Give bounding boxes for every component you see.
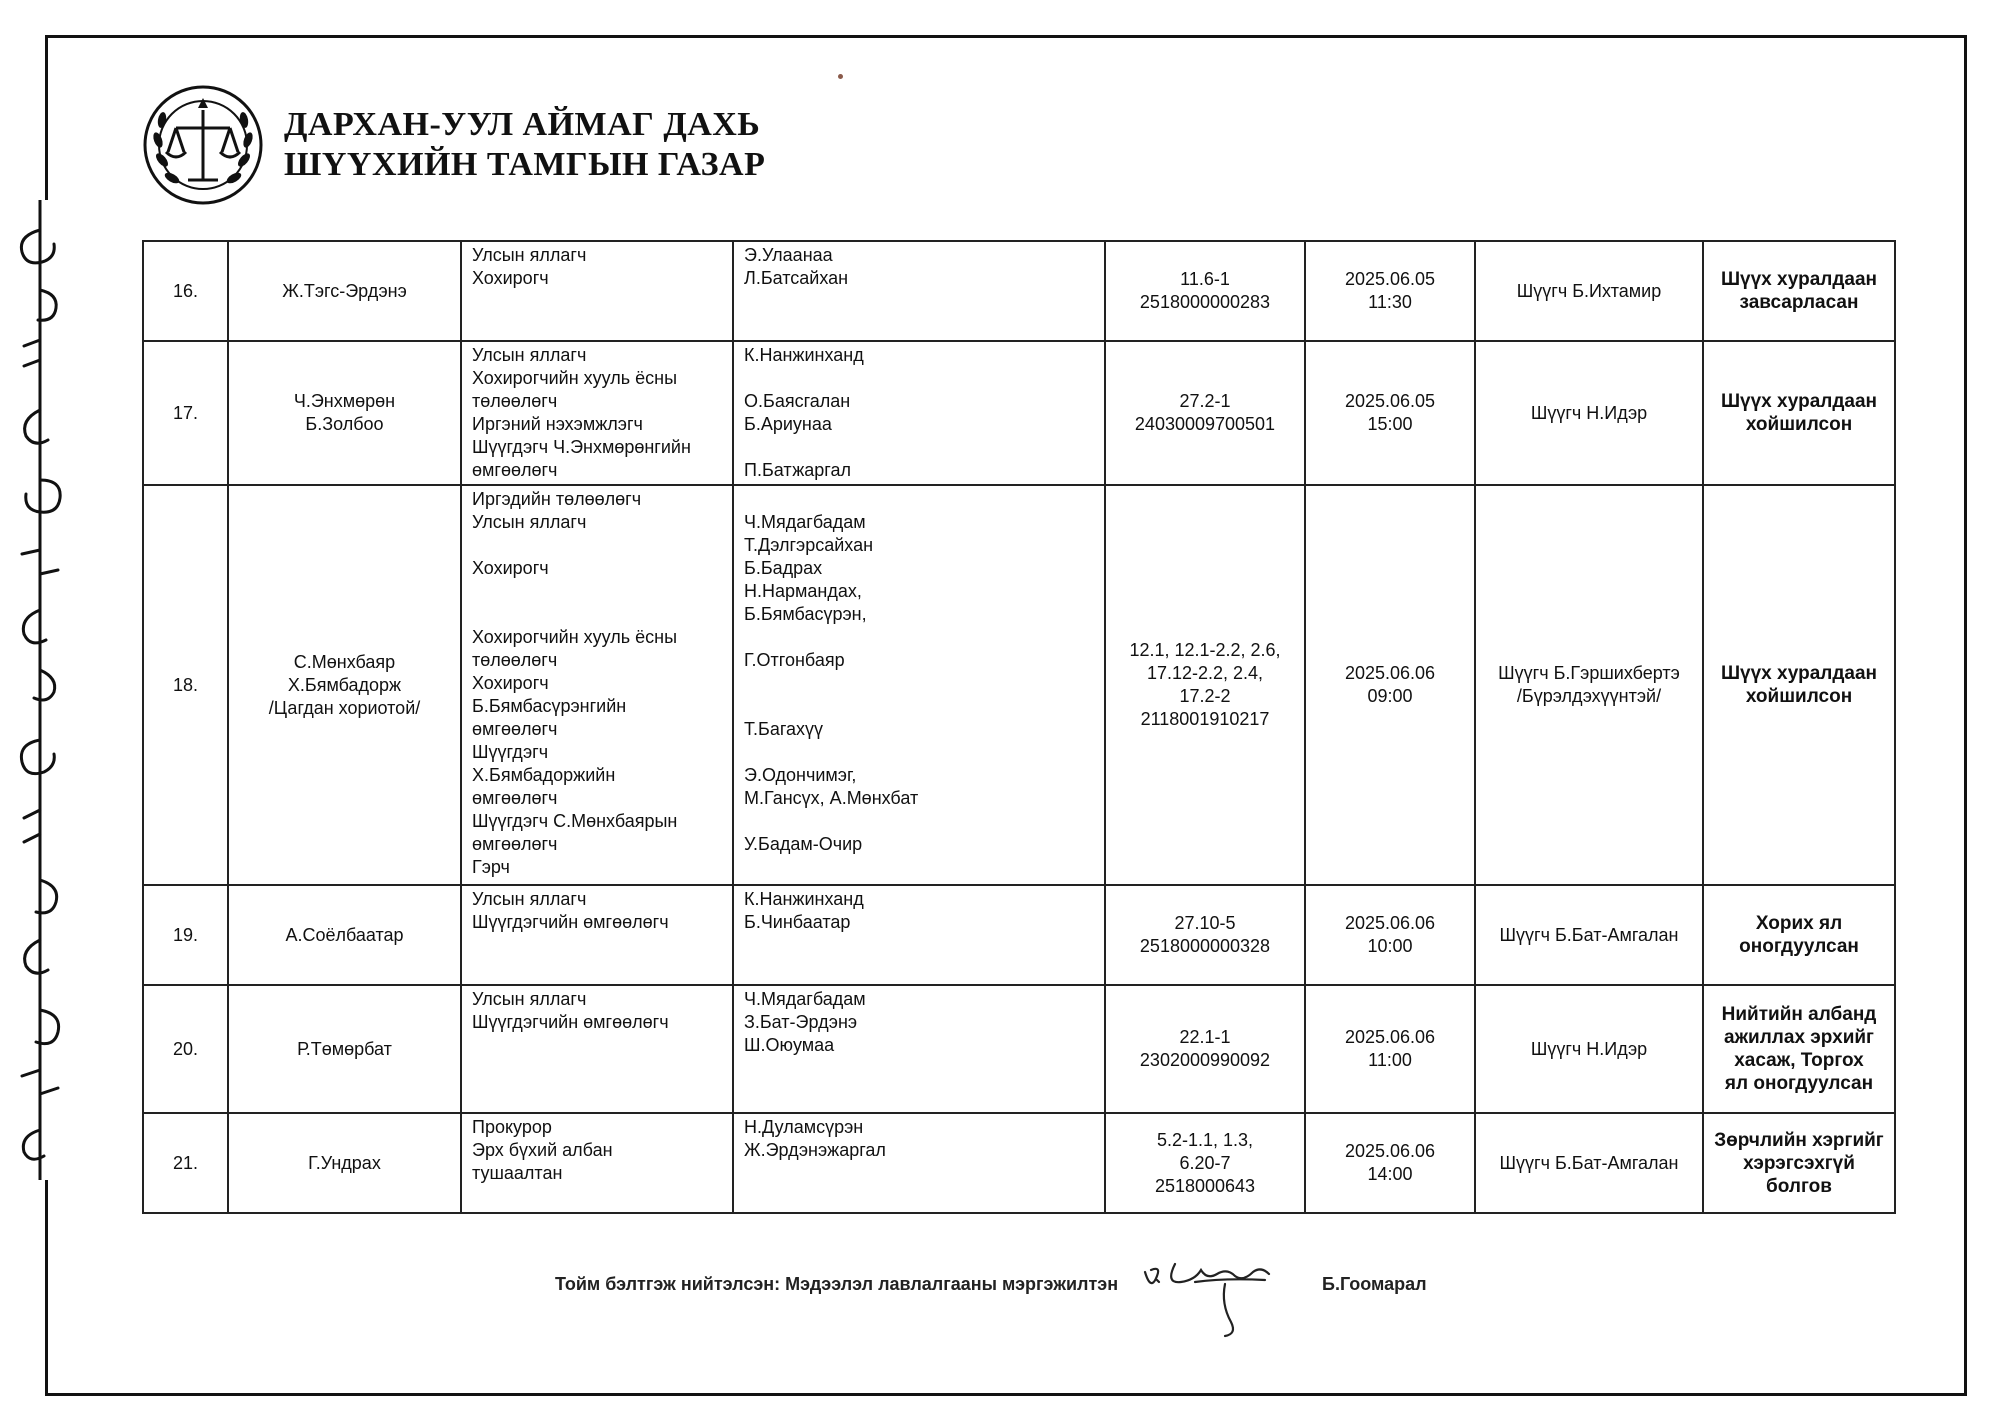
participant-names-line: [744, 695, 1094, 718]
participant-names: [733, 885, 1105, 985]
participant-roles-line: Шүүгдэгч С.Мөнхбаярын: [472, 811, 678, 831]
defendant-name: [228, 985, 461, 1113]
case-article-number: [1105, 485, 1305, 885]
participant-roles-line: Иргэдийн төлөөлөгч: [472, 489, 642, 509]
case-article-number-line: 17.12-2.2, 2.4,: [1146, 663, 1264, 683]
row-number-text: 18.: [172, 674, 199, 695]
participant-names-line: Т.Дэлгэрсайхан: [744, 535, 874, 555]
defendant-name-line: Ж.Тэгс-Эрдэнэ: [282, 280, 407, 301]
defendant-name: [228, 1113, 461, 1213]
hearing-result-line: Хорих ял: [1755, 913, 1843, 934]
participant-roles: [461, 241, 733, 341]
participant-roles-line: Улсын яллагч: [472, 512, 587, 532]
hearing-datetime-line: 2025.06.06: [1344, 1027, 1436, 1047]
presiding-judge-line: /Бүрэлдэхүүнтэй/: [1516, 686, 1662, 706]
case-article-number-line: 2302000990092: [1139, 1050, 1271, 1070]
hearing-datetime-line: 2025.06.05: [1344, 269, 1436, 289]
participant-roles-line: Шүүгдэгч Ч.Энхмөрөнгийн: [472, 437, 691, 457]
case-article-number-line: 2118001910217: [1140, 709, 1270, 729]
hearing-result-line: завсарласан: [1739, 292, 1859, 313]
participant-names: [733, 1113, 1105, 1213]
hearing-datetime-line: 15:00: [1367, 414, 1413, 434]
participant-roles-line: өмгөөлөгч: [472, 834, 558, 854]
participant-roles-line: Хохирогч: [472, 673, 549, 693]
participant-roles-line: тушаалтан: [472, 1163, 563, 1183]
mongolian-script-graphic: [0, 200, 80, 1180]
case-article-number-line: 17.2-2: [1179, 686, 1231, 706]
case-article-number-line: 24030009700501: [1134, 414, 1276, 434]
participant-roles: [461, 485, 733, 885]
table-row: [143, 485, 1895, 885]
row-number-text: 20.: [172, 1038, 199, 1059]
row-number: [143, 1113, 228, 1213]
defendant-name-line: Б.Золбоо: [305, 414, 384, 434]
handwritten-signature-icon: [1135, 1254, 1315, 1344]
hearing-result: [1703, 485, 1895, 885]
court-hearing-schedule-table: [142, 240, 1896, 1214]
table-row: [143, 341, 1895, 485]
participant-roles: [461, 985, 733, 1113]
participant-names-line: [744, 741, 1094, 764]
participant-roles-line: [472, 534, 722, 557]
row-number: [143, 985, 228, 1113]
org-name-line1: ДАРХАН-УУЛ АЙМАГ ДАХЬ: [284, 106, 761, 143]
hearing-datetime-line: 11:30: [1368, 292, 1412, 312]
scan-speck: [838, 74, 843, 79]
preparer-name: Б.Гоомарал: [1322, 1274, 1427, 1294]
hearing-result-line: Шүүх хуралдаан: [1720, 391, 1878, 412]
participant-names-line: Ч.Мядагбадам: [744, 512, 866, 532]
case-article-number-line: 27.10-5: [1174, 913, 1236, 933]
participant-names-line: У.Бадам-Очир: [744, 834, 863, 854]
defendant-name: [228, 485, 461, 885]
row-number: [143, 485, 228, 885]
row-number-text: 17.: [172, 402, 199, 423]
court-scales-emblem-icon: [138, 80, 268, 210]
defendant-name-line: Ч.Энхмөрөн: [293, 391, 396, 411]
hearing-result: [1703, 241, 1895, 341]
participant-roles-line: өмгөөлөгч: [472, 788, 558, 808]
hearing-result-line: хойшилсон: [1745, 686, 1853, 707]
prepared-by-label: Тойм бэлтгэж нийтэлсэн: Мэдээлэл лавлалгааны мэргэжилтэн: [555, 1274, 1119, 1294]
table-row: [143, 1113, 1895, 1213]
row-number-text: 19.: [172, 924, 199, 945]
participant-names-line: Ч.Мядагбадам: [744, 989, 866, 1009]
presiding-judge-line: Шүүгч Б.Гэршихбертэ: [1498, 663, 1680, 683]
participant-names-line: Н.Дуламсүрэн: [744, 1117, 864, 1137]
participant-roles-line: Шүүгдэгчийн өмгөөлөгч: [472, 912, 669, 932]
defendant-name-line: А.Соёлбаатар: [285, 924, 404, 945]
presiding-judge-line: Шүүгч Н.Идэр: [1530, 1038, 1648, 1059]
hearing-datetime-line: 2025.06.05: [1344, 391, 1436, 411]
hearing-result-line: Шүүх хуралдаан: [1720, 269, 1878, 290]
participant-roles-line: Эрх бүхий албан: [472, 1140, 613, 1160]
participant-names: [733, 485, 1105, 885]
case-article-number-line: 2518000000283: [1139, 292, 1271, 312]
participant-names-line: Б.Ариунаа: [744, 414, 832, 434]
presiding-judge: [1475, 985, 1703, 1113]
table-row: [143, 241, 1895, 341]
case-article-number: [1105, 885, 1305, 985]
defendant-name: [228, 241, 461, 341]
hearing-result-line: Нийтийн албанд: [1721, 1004, 1877, 1025]
hearing-datetime-line: 2025.06.06: [1344, 1141, 1436, 1161]
defendant-name-line: Г.Ундрах: [308, 1152, 381, 1173]
participant-names-line: Б.Бямбасүрэн,: [744, 604, 867, 624]
hearing-result: [1703, 985, 1895, 1113]
participant-names-line: Б.Чинбаатар: [744, 912, 851, 932]
participant-roles: [461, 1113, 733, 1213]
case-article-number-line: 6.20-7: [1179, 1152, 1231, 1173]
defendant-name-line: Р.Төмөрбат: [297, 1038, 392, 1059]
hearing-datetime: [1305, 341, 1475, 485]
hearing-datetime-line: 14:00: [1367, 1164, 1413, 1184]
organization-name: [284, 105, 765, 185]
participant-roles-line: төлөөлөгч: [472, 391, 558, 411]
presiding-judge: [1475, 1113, 1703, 1213]
defendant-name: [228, 885, 461, 985]
participant-names-line: Ж.Эрдэнэжаргал: [744, 1140, 886, 1160]
participant-roles-line: өмгөөлөгч: [472, 719, 558, 739]
hearing-result: [1703, 1113, 1895, 1213]
participant-names-line: Т.Багахүү: [744, 719, 824, 739]
hearing-result-line: ажиллах эрхийг: [1724, 1027, 1874, 1048]
participant-names-line: М.Гансүх, А.Мөнхбат: [744, 788, 919, 808]
participant-names-line: Э.Улаанаа: [744, 245, 833, 265]
participant-names-line: О.Баясгалан: [744, 391, 851, 411]
participant-names-line: К.Нанжинханд: [744, 889, 864, 909]
participant-roles: [461, 341, 733, 485]
participant-roles-line: Х.Бямбадоржийн: [472, 765, 616, 785]
presiding-judge-line: Шүүгч Б.Бат-Амгалан: [1499, 1152, 1679, 1173]
participant-names-line: [744, 367, 1094, 390]
participant-names-line: Н.Нармандах,: [744, 581, 862, 601]
participant-roles-line: Улсын яллагч: [472, 245, 587, 265]
hearing-result: [1703, 885, 1895, 985]
hearing-datetime-line: 10:00: [1367, 936, 1413, 956]
participant-roles-line: Иргэний нэхэмжлэгч: [472, 414, 643, 434]
defendant-name-line: /Цагдан хориотой/: [268, 697, 421, 718]
participant-names-line: [744, 488, 1094, 511]
hearing-datetime: [1305, 1113, 1475, 1213]
participant-roles-line: [472, 580, 722, 603]
participant-roles-line: Улсын яллагч: [472, 345, 587, 365]
hearing-datetime: [1305, 985, 1475, 1113]
participant-names-line: Э.Одончимэг,: [744, 765, 857, 785]
presiding-judge: [1475, 485, 1703, 885]
case-article-number-line: 2518000643: [1154, 1175, 1256, 1196]
case-article-number-line: 5.2-1.1, 1.3,: [1156, 1129, 1254, 1150]
participant-names-line: [744, 810, 1094, 833]
hearing-datetime: [1305, 485, 1475, 885]
row-number-text: 21.: [172, 1152, 199, 1173]
participant-names-line: Б.Бадрах: [744, 558, 823, 578]
row-number: [143, 241, 228, 341]
participant-roles-line: Б.Бямбасүрэнгийн: [472, 696, 627, 716]
participant-roles-line: Шүүгдэгч: [472, 742, 549, 762]
hearing-result-line: Зөрчлийн хэргийг: [1714, 1129, 1884, 1151]
hearing-datetime-line: 2025.06.06: [1344, 663, 1436, 683]
case-article-number: [1105, 241, 1305, 341]
defendant-name-line: Х.Бямбадорж: [287, 674, 402, 695]
participant-names: [733, 341, 1105, 485]
org-name-line2: ШҮҮХИЙН ТАМГЫН ГАЗАР: [284, 146, 766, 183]
presiding-judge: [1475, 885, 1703, 985]
hearing-result-line: болгов: [1766, 1175, 1832, 1197]
participant-names-line: К.Нанжинханд: [744, 345, 864, 365]
hearing-result-line: хойшилсон: [1745, 414, 1853, 435]
participant-roles-line: өмгөөлөгч: [472, 460, 558, 480]
case-article-number-line: 2518000000328: [1139, 936, 1271, 956]
participant-roles-line: төлөөлөгч: [472, 650, 558, 670]
defendant-name-line: С.Мөнхбаяр: [293, 651, 396, 672]
case-article-number-line: 22.1-1: [1179, 1027, 1231, 1047]
table-row: [143, 985, 1895, 1113]
table-row: [143, 885, 1895, 985]
hearing-datetime: [1305, 885, 1475, 985]
participant-names-line: З.Бат-Эрдэнэ: [744, 1012, 858, 1032]
defendant-name: [228, 341, 461, 485]
hearing-result-line: хасаж, Торгох: [1734, 1050, 1864, 1071]
participant-roles: [461, 885, 733, 985]
row-number: [143, 341, 228, 485]
participant-roles-line: Хохирогчийн хууль ёсны: [472, 627, 678, 647]
participant-names-line: [744, 672, 1094, 695]
participant-roles-line: Хохирогч: [472, 268, 549, 288]
presiding-judge: [1475, 341, 1703, 485]
hearing-result-line: Шүүх хуралдаан: [1720, 663, 1878, 684]
participant-names-line: [744, 626, 1094, 649]
presiding-judge-line: Шүүгч Н.Идэр: [1530, 402, 1648, 423]
hearing-datetime-line: 2025.06.06: [1344, 913, 1436, 933]
mongolian-vertical-script: [0, 200, 80, 1180]
hearing-datetime: [1305, 241, 1475, 341]
case-article-number: [1105, 1113, 1305, 1213]
participant-roles-line: Прокурор: [472, 1117, 552, 1137]
hearing-result-line: оногдуулсан: [1739, 936, 1859, 957]
participant-roles-line: Шүүгдэгчийн өмгөөлөгч: [472, 1012, 669, 1032]
presiding-judge: [1475, 241, 1703, 341]
participant-names-line: Ш.Оюумаа: [744, 1035, 835, 1055]
case-article-number-line: 12.1, 12.1-2.2, 2.6,: [1129, 640, 1281, 660]
participant-names-line: Г.Отгонбаяр: [744, 650, 845, 670]
case-article-number-line: 27.2-1: [1179, 391, 1231, 411]
participant-roles-line: Хохирогч: [472, 558, 549, 578]
hearing-result: [1703, 341, 1895, 485]
hearing-result-line: ял оногдуулсан: [1724, 1073, 1874, 1094]
participant-names-line: П.Батжаргал: [744, 460, 851, 480]
participant-roles-line: Улсын яллагч: [472, 889, 587, 909]
hearing-datetime-line: 09:00: [1367, 686, 1413, 706]
participant-names-line: [744, 436, 1094, 459]
hearing-result-line: хэрэгсэхгүй: [1743, 1152, 1855, 1174]
row-number-text: 16.: [172, 280, 199, 301]
participant-names: [733, 241, 1105, 341]
case-article-number: [1105, 985, 1305, 1113]
hearing-datetime-line: 11:00: [1368, 1050, 1412, 1070]
participant-names: [733, 985, 1105, 1113]
presiding-judge-line: Шүүгч Б.Ихтамир: [1516, 280, 1662, 301]
participant-roles-line: Улсын яллагч: [472, 989, 587, 1009]
document-header: [138, 80, 765, 210]
row-number: [143, 885, 228, 985]
participant-roles-line: Гэрч: [472, 857, 510, 877]
participant-roles-line: Хохирогчийн хууль ёсны: [472, 368, 678, 388]
participant-roles-line: [472, 603, 722, 626]
case-article-number-line: 11.6-1: [1180, 269, 1230, 289]
presiding-judge-line: Шүүгч Б.Бат-Амгалан: [1499, 924, 1679, 945]
participant-names-line: Л.Батсайхан: [744, 268, 849, 288]
case-article-number: [1105, 341, 1305, 485]
